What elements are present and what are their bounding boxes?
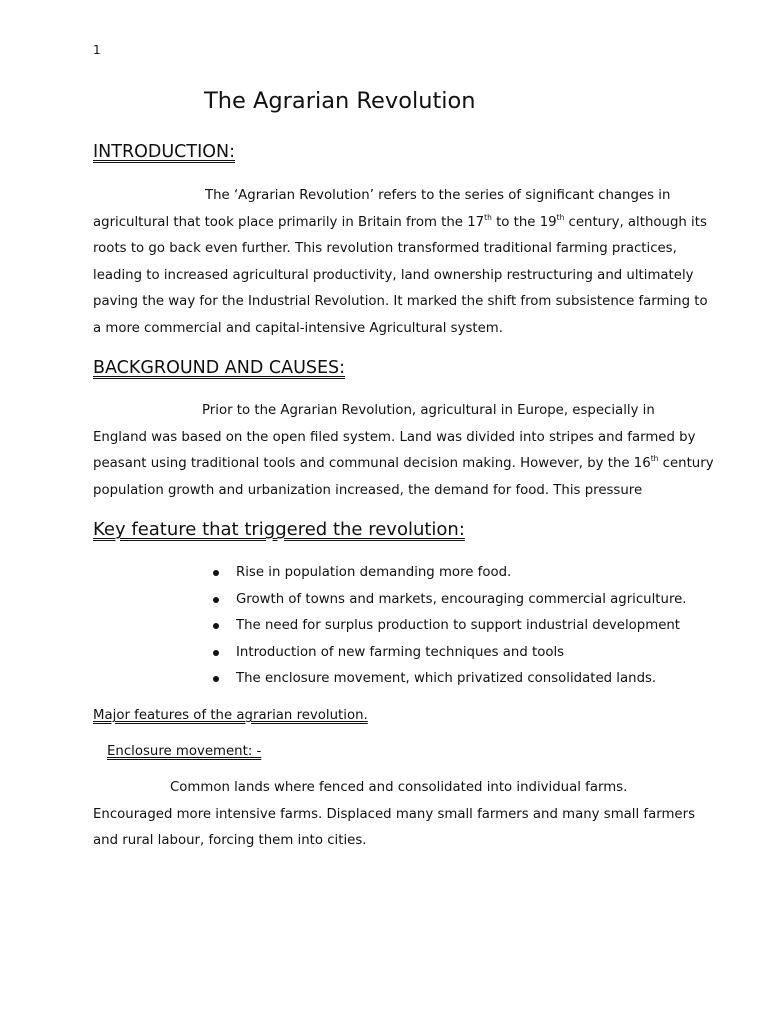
major-features-heading: Major features of the agrarian revolution. xyxy=(93,708,368,723)
text-run: roots to go back even further. This revolution transformed traditional farming practices, xyxy=(93,241,677,257)
list-item: The need for surplus production to support industrial development xyxy=(210,613,687,640)
enclosure-movement-subheading: Enclosure movement: - xyxy=(107,744,262,759)
text-run: England was based on the open filed system. Land was divided into stripes and farmed by xyxy=(93,429,696,445)
text-run: leading to increased agricultural productivity, land ownership restructuring and ultimately xyxy=(93,267,694,283)
ordinal-superscript: th xyxy=(556,212,565,222)
paragraph-line xyxy=(93,316,683,343)
paragraph-line xyxy=(93,451,714,478)
enclosure-paragraph xyxy=(93,775,696,855)
paragraph-line xyxy=(93,478,683,505)
key-features-heading: Key feature that triggered the revolution: xyxy=(93,519,465,540)
list-item: Rise in population demanding more food. xyxy=(210,560,687,587)
background-paragraph xyxy=(93,398,714,504)
text-run: Common lands where fenced and consolidated into individual farms. xyxy=(170,780,628,795)
list-item: Growth of towns and markets, encouraging commercial agriculture. xyxy=(210,587,687,614)
paragraph-line xyxy=(93,425,696,452)
introduction-heading: INTRODUCTION: xyxy=(93,142,235,162)
key-features-list xyxy=(210,560,687,693)
text-run: century xyxy=(658,456,714,472)
list-item: The enclosure movement, which privatized consolidated lands. xyxy=(210,666,687,693)
page-number: 1 xyxy=(93,43,101,57)
paragraph-line xyxy=(93,289,708,316)
introduction-paragraph xyxy=(93,183,708,343)
paragraph-line xyxy=(93,828,683,855)
text-run: agricultural that took place primarily in Britain from the 17 xyxy=(93,214,485,230)
paragraph-line xyxy=(93,183,683,210)
text-run: century, although its xyxy=(564,214,707,230)
list-item: Introduction of new farming techniques and tools xyxy=(210,640,687,667)
ordinal-superscript: th xyxy=(650,454,659,464)
text-run: and rural labour, forcing them into cities. xyxy=(93,833,367,849)
background-heading: BACKGROUND AND CAUSES: xyxy=(93,358,346,378)
paragraph-line xyxy=(93,775,683,802)
text-run: population growth and urbanization increased, the demand for food. This pressure xyxy=(93,482,643,498)
document-title: The Agrarian Revolution xyxy=(204,88,476,114)
text-run: The ‘Agrarian Revolution’ refers to the series of significant changes in xyxy=(205,188,671,203)
text-run: peasant using traditional tools and communal decision making. However, by the 16 xyxy=(93,456,651,472)
text-run: to the 19 xyxy=(491,214,557,230)
text-run: Encouraged more intensive farms. Displaced many small farmers and many small farmers xyxy=(93,806,696,822)
paragraph-line xyxy=(93,210,707,237)
paragraph-line xyxy=(93,398,683,425)
text-run: a more commercial and capital-intensive Agricultural system. xyxy=(93,320,503,336)
text-run: Prior to the Agrarian Revolution, agricultural in Europe, especially in xyxy=(202,403,655,418)
ordinal-superscript: th xyxy=(484,212,492,222)
paragraph-line xyxy=(93,263,694,290)
paragraph-line xyxy=(93,802,696,829)
paragraph-line xyxy=(93,236,683,263)
text-run: paving the way for the Industrial Revolution. It marked the shift from subsistence farming to xyxy=(93,294,708,310)
